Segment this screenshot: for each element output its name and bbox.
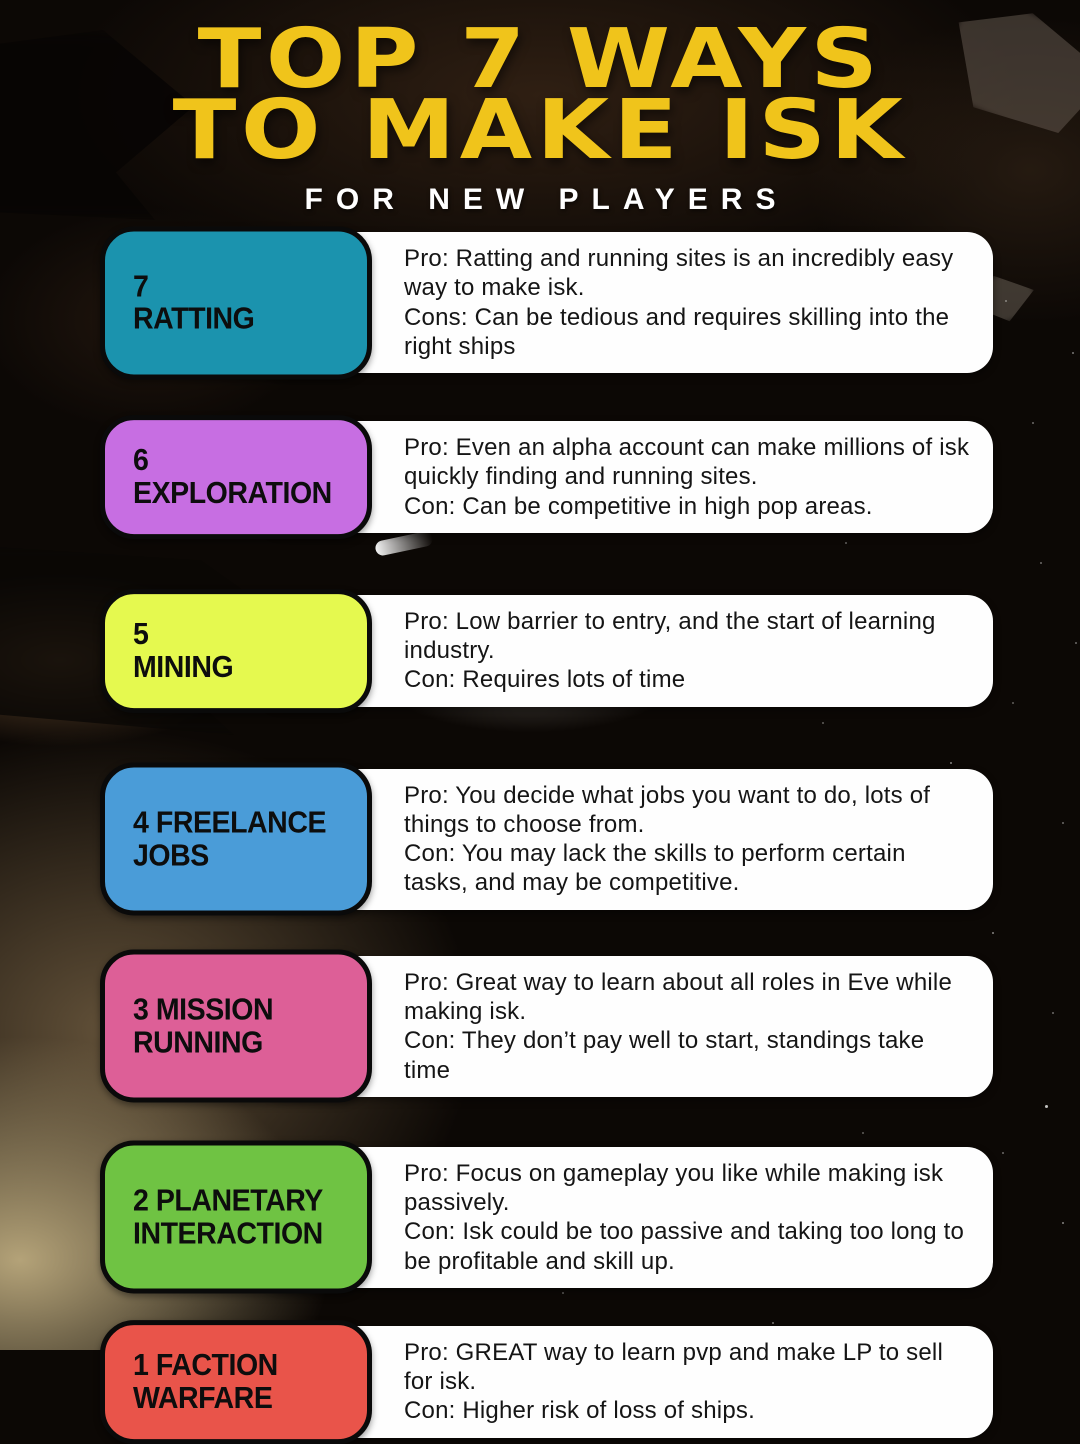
method-name-label: EXPLORATION — [133, 474, 332, 510]
badge-freelance-jobs — [100, 763, 372, 916]
con-text: Con: They don’t pay well to start, standings take time — [404, 1027, 925, 1084]
method-name-label: INTERACTION — [133, 1215, 323, 1251]
method-rank-label: 4 FREELANCE — [133, 804, 327, 840]
pro-text: Pro: Great way to learn about all roles in Eve while making isk. — [404, 968, 952, 1025]
method-row-mining — [100, 595, 993, 707]
method-row-exploration — [100, 421, 993, 533]
con-text: Con: Isk could be too passive and taking too long to be profitable and skill up. — [404, 1218, 965, 1275]
con-text: Con: Can be competitive in high pop areas. — [404, 492, 873, 520]
method-list — [100, 232, 993, 1438]
method-row-planetary-interaction — [100, 1147, 993, 1288]
badge-exploration — [100, 415, 372, 539]
method-name-label: RATTING — [133, 300, 255, 336]
con-text: Cons: Can be tedious and requires skilling into the right ships — [404, 303, 950, 360]
pro-text: Pro: Focus on gameplay you like while making isk passively. — [404, 1159, 944, 1217]
method-rank-label: 5 — [133, 616, 149, 652]
star-field — [0, 0, 3, 3]
method-rank-label: 1 FACTION — [133, 1347, 278, 1383]
method-rank-label: 2 PLANETARY — [133, 1182, 323, 1218]
method-rank-label: 6 — [133, 442, 149, 478]
method-row-ratting — [100, 232, 993, 373]
method-row-mission-running — [100, 956, 993, 1097]
pro-text: Pro: Ratting and running sites is an incredibly easy way to make isk. — [404, 245, 954, 302]
method-row-faction-warfare — [100, 1326, 993, 1438]
method-name-label: MINING — [133, 648, 234, 684]
method-rank-label: 7 — [133, 267, 149, 303]
poster-title-line2: TO MAKE ISK — [172, 83, 908, 179]
poster-subtitle: FOR NEW PLAYERS — [304, 182, 789, 216]
badge-mission-running — [100, 950, 372, 1103]
method-name-label: JOBS — [133, 837, 209, 873]
pro-text: Pro: You decide what jobs you want to do, lots of things to choose from. — [404, 781, 931, 838]
badge-planetary-interaction — [100, 1141, 372, 1294]
con-text: Con: Requires lots of time — [404, 666, 686, 694]
method-row-freelance-jobs — [100, 769, 993, 910]
pro-text: Pro: GREAT way to learn pvp and make LP to sell for isk. — [404, 1338, 943, 1396]
badge-faction-warfare — [100, 1320, 372, 1444]
badge-ratting — [100, 226, 372, 379]
poster-header — [0, 12, 1080, 217]
pro-text: Pro: Low barrier to entry, and the start of learning industry. — [404, 607, 936, 665]
poster-title-line1: TOP 7 WAYS — [197, 12, 883, 107]
badge-mining — [100, 589, 372, 713]
pro-text: Pro: Even an alpha account can make millions of isk quickly finding and running sites. — [404, 434, 970, 491]
method-name-label: RUNNING — [133, 1024, 263, 1060]
poster-title — [0, 12, 1080, 179]
method-name-label: WARFARE — [133, 1379, 273, 1415]
method-rank-label: 3 MISSION — [133, 991, 274, 1027]
con-text: Con: You may lack the skills to perform certain tasks, and may be competitive. — [404, 840, 906, 897]
con-text: Con: Higher risk of loss of ships. — [404, 1397, 755, 1425]
